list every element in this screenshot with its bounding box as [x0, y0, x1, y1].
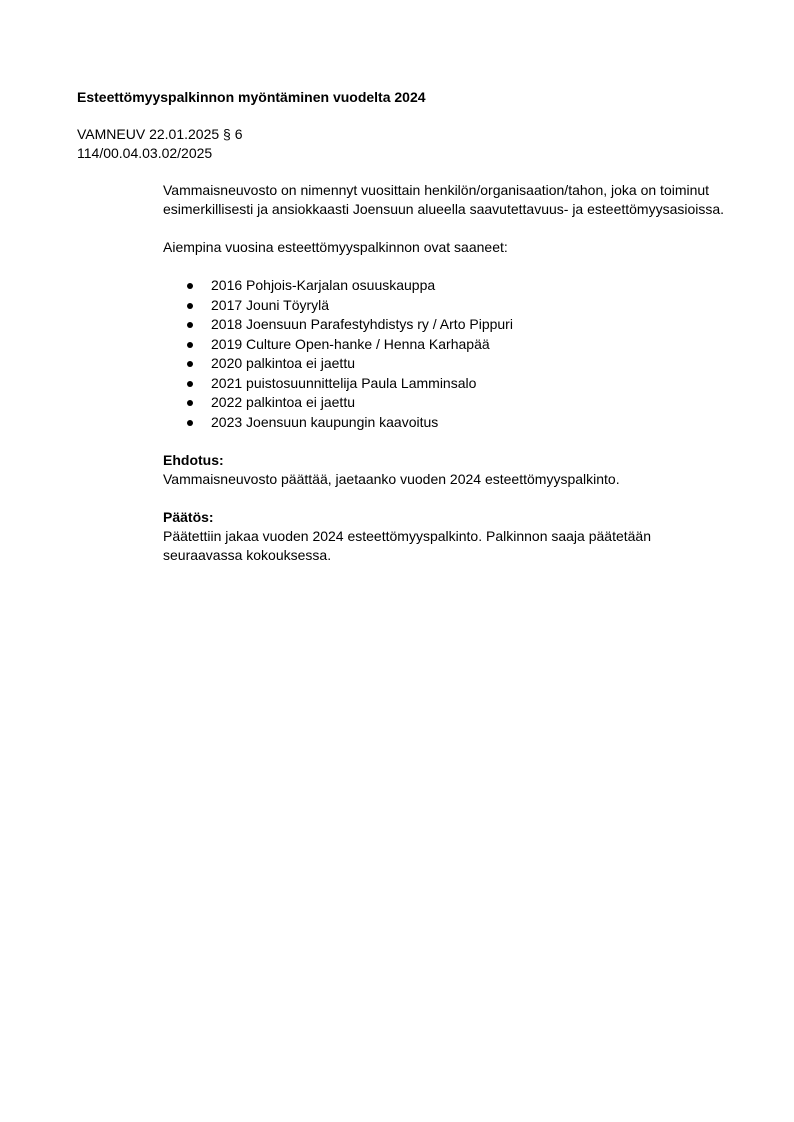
bullet-icon: [187, 381, 193, 387]
bullet-icon: [187, 303, 193, 309]
list-item: [163, 335, 743, 355]
case-number-line: 114/00.04.03.02/2025: [77, 145, 213, 161]
bullet-icon: [187, 420, 193, 426]
bullet-icon: [187, 283, 193, 289]
document-title: Esteettömyyspalkinnon myöntäminen vuodelta 2024: [77, 89, 426, 105]
list-item-text: 2022 palkintoa ei jaettu: [211, 394, 355, 410]
bullet-icon: [187, 400, 193, 406]
list-item-text: 2023 Joensuun kaupungin kaavoitus: [211, 413, 439, 430]
list-item-text: 2021 puistosuunnittelija Paula Lamminsalo: [211, 374, 477, 391]
decision-text: Päätettiin jakaa vuoden 2024 esteettömyyspalkinto. Palkinnon saaja päätetään seuraavassa kokouksessa.: [163, 528, 652, 563]
document-body: [163, 181, 743, 565]
list-item: [163, 374, 743, 394]
bullet-icon: [187, 342, 193, 348]
list-item: [163, 296, 743, 316]
meeting-reference: [77, 125, 477, 163]
list-item-text: 2017 Jouni Töyrylä: [211, 296, 330, 313]
proposal-heading: Ehdotus:: [163, 452, 224, 468]
list-item-text: 2018 Joensuun Parafestyhdistys ry / Arto Pippuri: [211, 316, 513, 332]
decision-heading: Päätös:: [163, 509, 214, 525]
proposal-text: Vammaisneuvosto päättää, jaetaanko vuoden 2024 esteettömyyspalkinto.: [163, 471, 620, 487]
list-item: [163, 393, 743, 413]
list-item: [163, 315, 743, 335]
list-item-text: 2019 Culture Open-hanke / Henna Karhapää: [211, 335, 490, 352]
list-item-text: 2020 palkintoa ei jaettu: [211, 355, 355, 371]
list-item: [163, 354, 743, 374]
bullet-icon: [187, 322, 193, 328]
intro-paragraph: Vammaisneuvosto on nimennyt vuosittain henkilön/organisaation/tahon, joka on toiminut esimerkillisesti ja ansiokkaasti Joensuun alueella saavutettavuus- ja esteettömyysasioissa.: [163, 182, 725, 217]
previous-winners-list: [163, 276, 743, 432]
list-item-text: 2016 Pohjois-Karjalan osuuskauppa: [211, 277, 436, 293]
bullet-icon: [187, 361, 193, 367]
list-item: [163, 276, 743, 296]
list-item: [163, 413, 743, 433]
previous-winners-intro: Aiempina vuosina esteettömyyspalkinnon ovat saaneet:: [163, 239, 508, 255]
meeting-date-line: VAMNEUV 22.01.2025 § 6: [77, 126, 243, 142]
